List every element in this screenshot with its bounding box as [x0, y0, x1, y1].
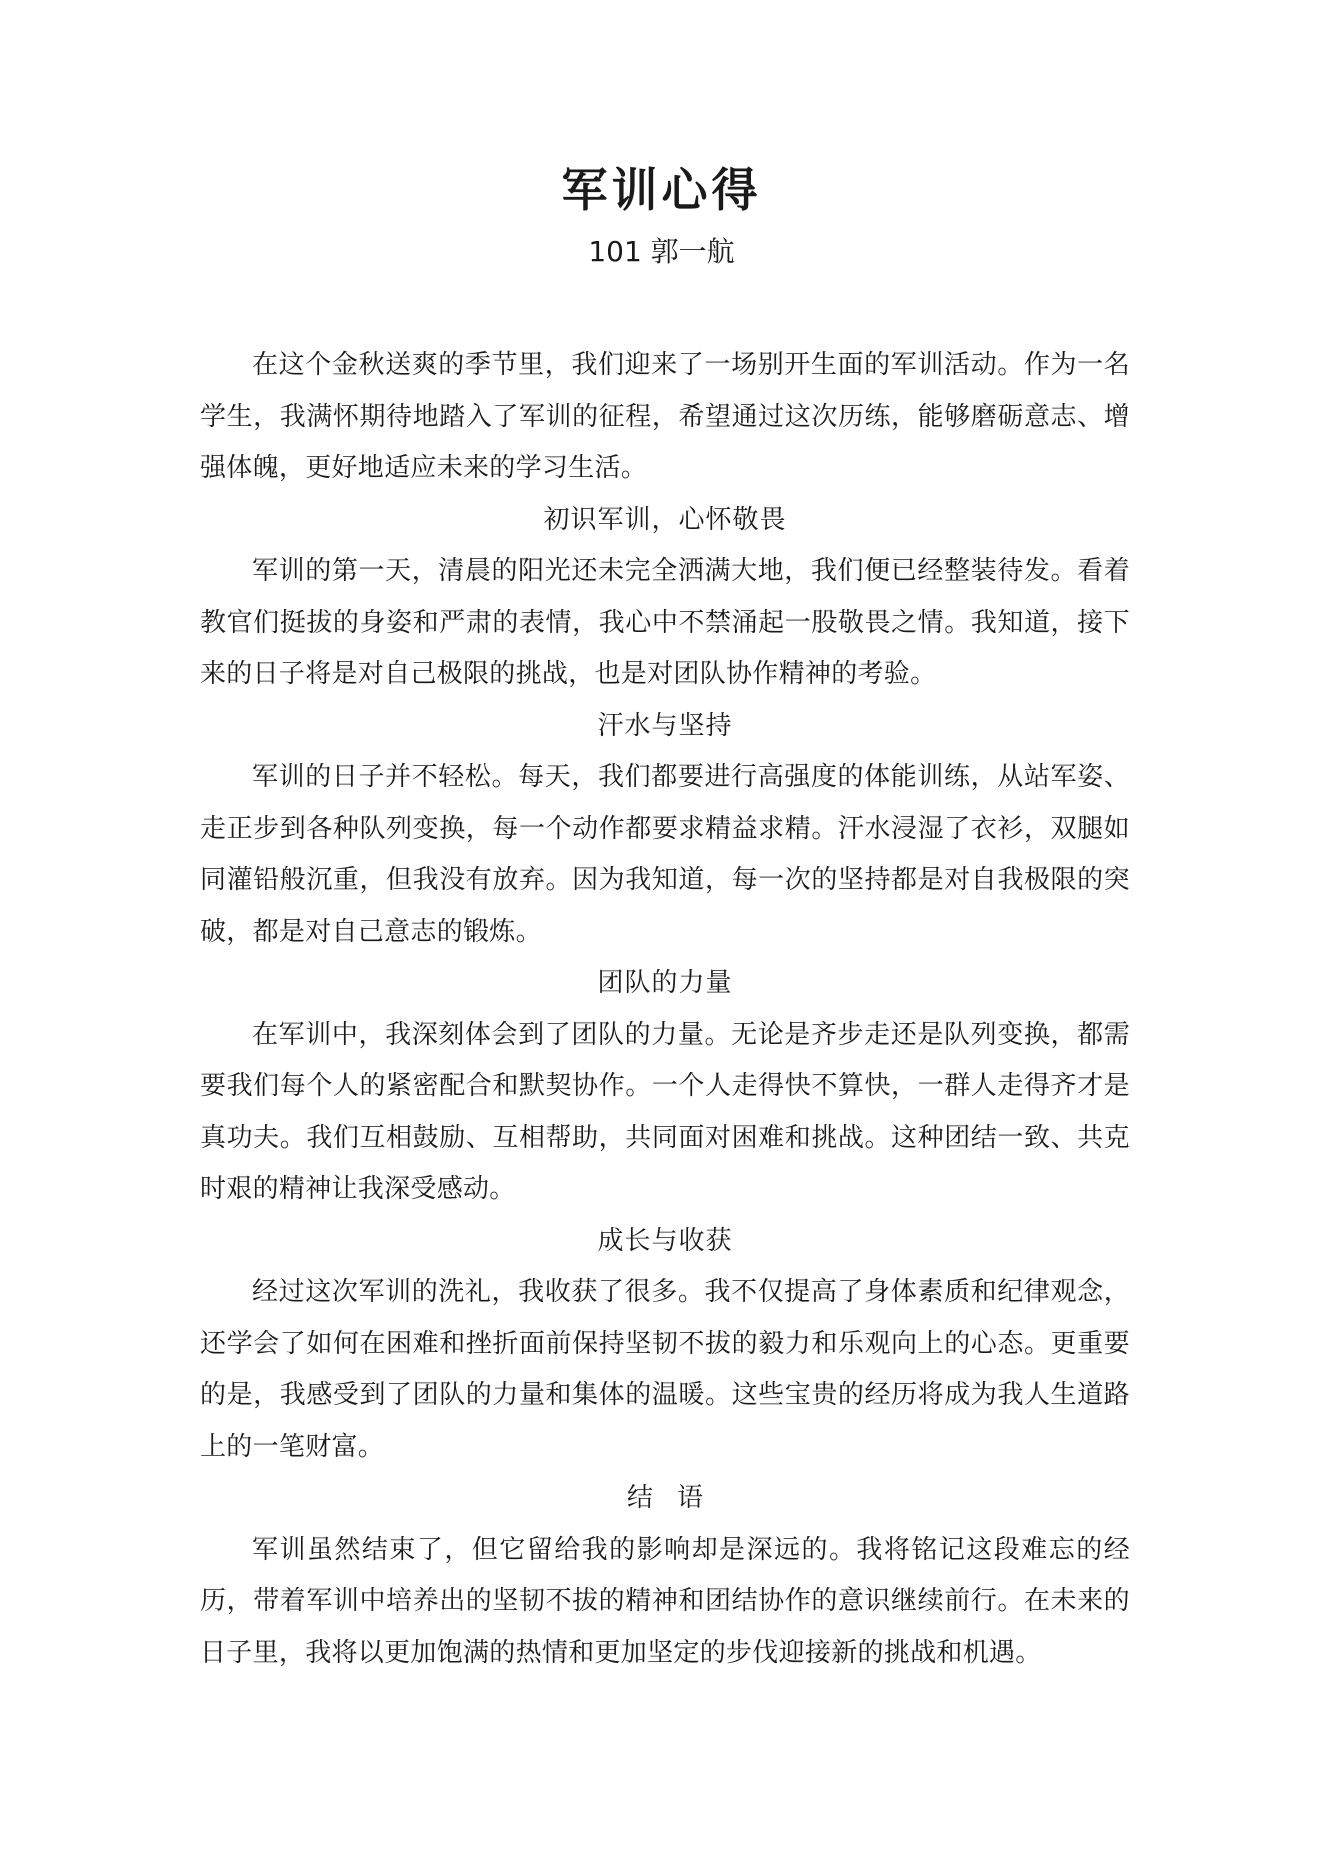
section-paragraph-5: 军训虽然结束了，但它留给我的影响却是深远的。我将铭记这段难忘的经历，带着军训中培养出的坚韧不拔的精神和团结协作的意识继续前行。在未来的日子里，我将以更加饱满的热情和更加坚定的步伐迎接新的挑战和机遇。 — [200, 1534, 1130, 1668]
document-body — [200, 340, 1130, 1679]
section-paragraph-2: 军训的日子并不轻松。每天，我们都要进行高强度的体能训练，从站军姿、走正步到各种队列变换，每一个动作都要求精益求精。汗水浸湿了衣衫，双腿如同灌铅般沉重，但我没有放弃。因为我知道，每一次的坚持都是对自我极限的突破，都是对自己意志的锻炼。 — [200, 762, 1130, 947]
intro-paragraph: 在这个金秋送爽的季节里，我们迎来了一场别开生面的军训活动。作为一名学生，我满怀期待地踏入了军训的征程，希望通过这次历练，能够磨砺意志、增强体魄，更好地适应未来的学习生活。 — [200, 350, 1130, 483]
section-paragraph-4: 经过这次军训的洗礼，我收获了很多。我不仅提高了身体素质和纪律观念，还学会了如何在困难和挫折面前保持坚韧不拔的毅力和乐观向上的心态。更重要的是，我感受到了团队的力量和集体的温暖。这些宝贵的经历将成为我人生道路上的一笔财富。 — [200, 1277, 1130, 1462]
section-paragraph-3: 在军训中，我深刻体会到了团队的力量。无论是齐步走还是队列变换，都需要我们每个人的紧密配合和默契协作。一个人走得快不算快，一群人走得齐才是真功夫。我们互相鼓励、互相帮助，共同面对困难和挑战。这种团结一致、共克时艰的精神让我深受感动。 — [200, 1019, 1130, 1204]
section-heading-2: 汗水与坚持 — [597, 710, 733, 741]
section-heading-1: 初识军训，心怀敬畏 — [543, 504, 787, 535]
document-author: 101 郭一航 — [588, 235, 735, 268]
section-paragraph-1: 军训的第一天，清晨的阳光还未完全洒满大地，我们便已经整装待发。看着教官们挺拔的身姿和严肃的表情，我心中不禁涌起一股敬畏之情。我知道，接下来的日子将是对自己极限的挑战，也是对团队协作精神的考验。 — [200, 556, 1130, 689]
section-heading-3: 团队的力量 — [597, 968, 733, 998]
document-title: 军训心得 — [561, 163, 762, 217]
section-heading-4: 成长与收获 — [597, 1225, 733, 1256]
section-heading-5: 结语 — [626, 1483, 727, 1513]
